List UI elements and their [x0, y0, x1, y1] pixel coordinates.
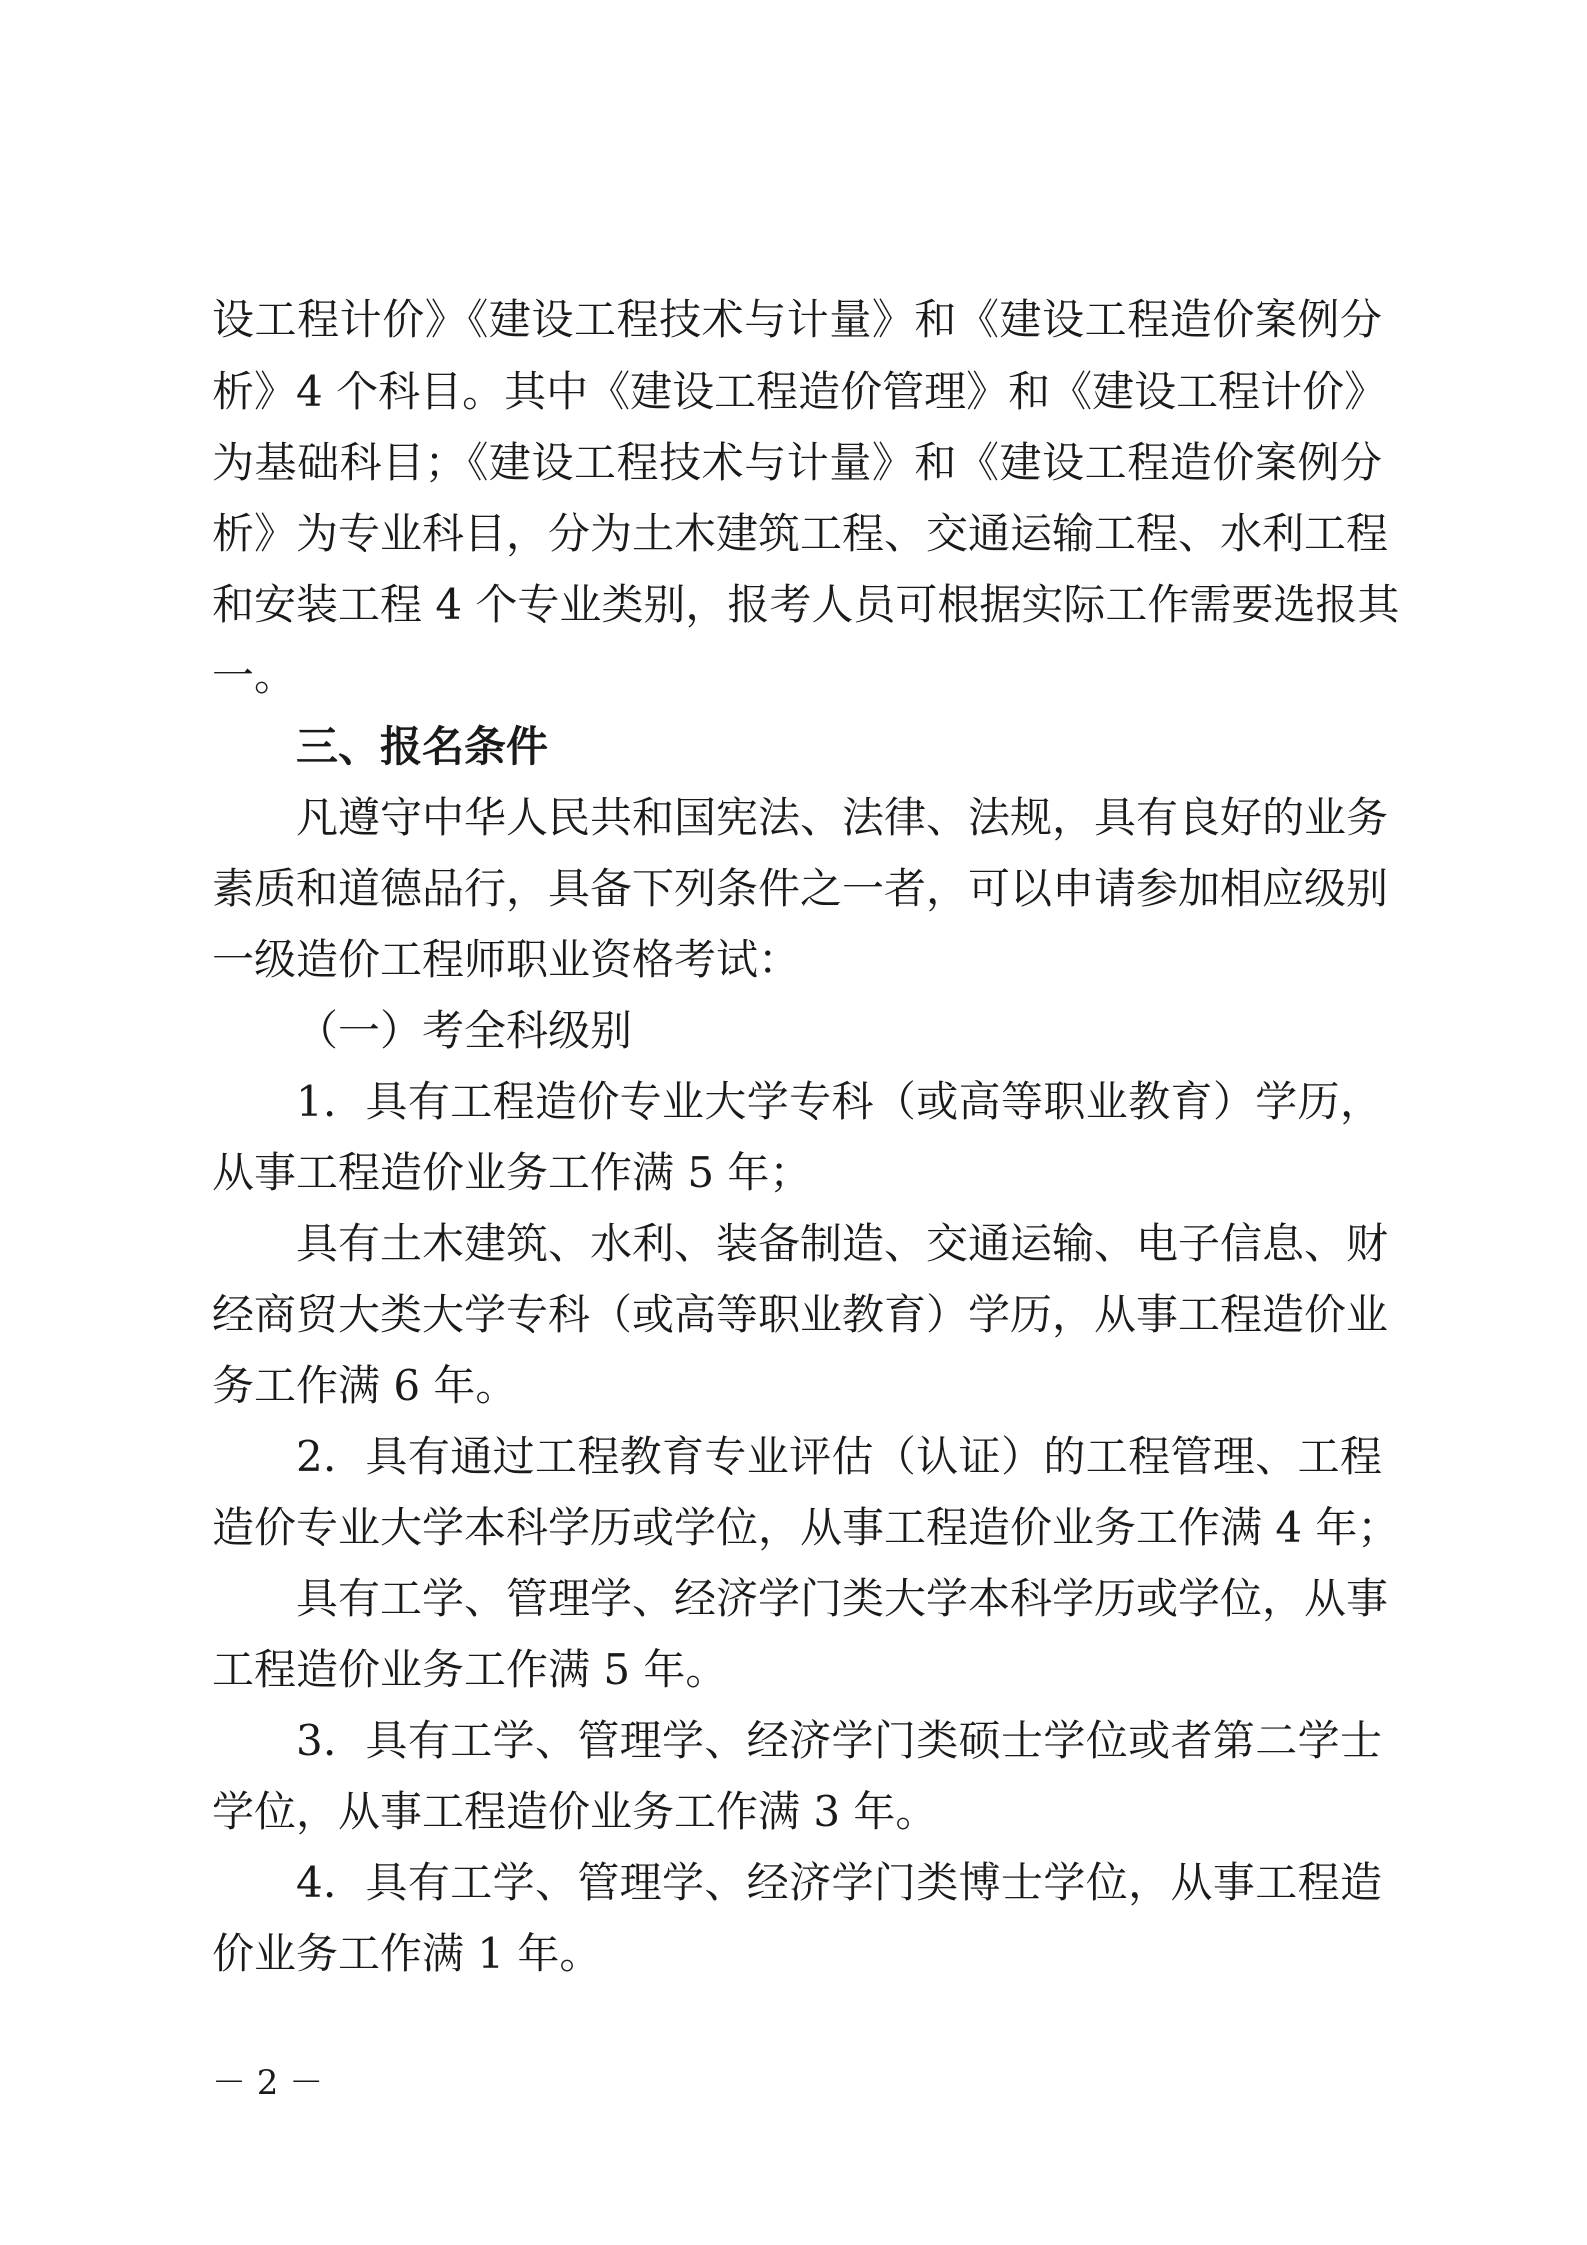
paragraph-line: 具有土木建筑、水利、装备制造、交通运输、电子信息、财 [296, 1219, 1389, 1268]
list-item-line: 价业务工作满 1 年。 [212, 1929, 602, 1978]
paragraph-line: 和安装工程 4 个专业类别，报考人员可根据实际工作需要选报其 [212, 580, 1400, 629]
list-item-line: 3．具有工学、管理学、经济学门类硕士学位或者第二学士 [296, 1716, 1382, 1765]
list-item-line: 2．具有通过工程教育专业评估（认证）的工程管理、工程 [296, 1432, 1382, 1481]
paragraph-line: 一级造价工程师职业资格考试： [212, 935, 801, 984]
paragraph-line: 设工程计价》《建设工程技术与计量》和《建设工程造价案例分 [212, 295, 1382, 344]
paragraph-line: 析》4 个科目。其中《建设工程造价管理》和《建设工程计价》 [212, 367, 1387, 416]
section-heading: 三、报名条件 [296, 722, 549, 771]
list-item-line: 1．具有工程造价专业大学专科（或高等职业教育）学历， [296, 1077, 1382, 1126]
paragraph-line: 为基础科目；《建设工程技术与计量》和《建设工程造价案例分 [212, 438, 1382, 487]
paragraph-line: 具有工学、管理学、经济学门类大学本科学历或学位，从事 [296, 1574, 1389, 1623]
subsection-heading: （一）考全科级别 [296, 1006, 633, 1055]
paragraph-line: 务工作满 6 年。 [212, 1361, 518, 1410]
list-item-line: 从事工程造价业务工作满 5 年； [212, 1148, 812, 1197]
paragraph-line: 工程造价业务工作满 5 年。 [212, 1645, 728, 1694]
list-item-line: 造价专业大学本科学历或学位，从事工程造价业务工作满 4 年； [212, 1503, 1400, 1552]
page-number: － 2 － [212, 2063, 324, 2103]
paragraph-line: 析》为专业科目，分为土木建筑工程、交通运输工程、水利工程 [212, 509, 1389, 558]
paragraph-line: 凡遵守中华人民共和国宪法、法律、法规，具有良好的业务 [296, 793, 1389, 842]
paragraph-line: 素质和道德品行，具备下列条件之一者，可以申请参加相应级别 [212, 864, 1389, 913]
paragraph-line: 经商贸大类大学专科（或高等职业教育）学历，从事工程造价业 [212, 1290, 1389, 1339]
paragraph-line: 一。 [212, 651, 297, 700]
list-item-line: 4．具有工学、管理学、经济学门类博士学位，从事工程造 [296, 1858, 1382, 1907]
list-item-line: 学位，从事工程造价业务工作满 3 年。 [212, 1787, 938, 1836]
